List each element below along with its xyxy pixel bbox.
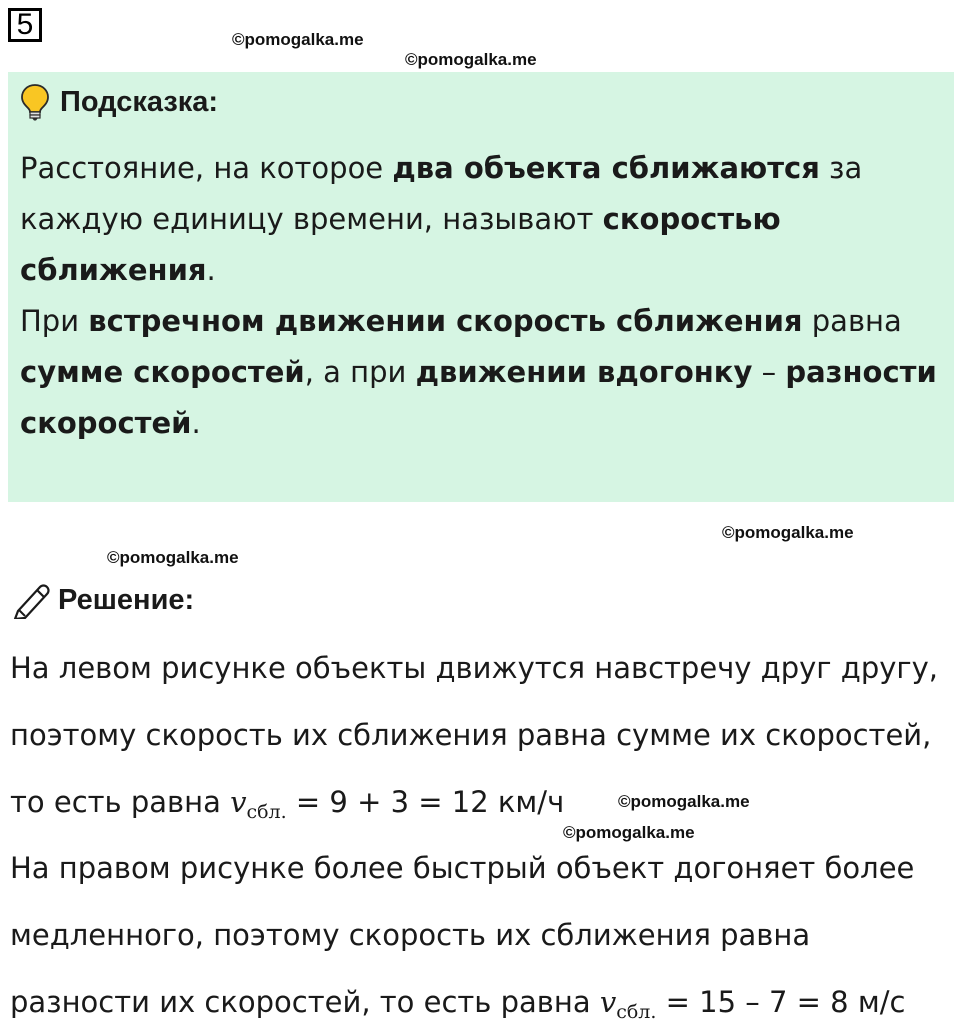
hint-text [20, 143, 940, 449]
hint-paragraph-1: Расстояние, на которое два объекта сближаются за каждую единицу времени, называют скоростью сближения. [20, 151, 863, 287]
watermark: ©pomogalka.me [618, 792, 750, 811]
hint-paragraph-2: При встречном движении скорость сближения равна сумме скоростей, а при движении вдогонку – разности скоростей. [20, 304, 937, 440]
velocity-subscript: сбл. [246, 801, 287, 823]
lightbulb-icon [20, 83, 50, 121]
velocity-subscript: сбл. [616, 1001, 657, 1023]
watermark: ©pomogalka.me [232, 30, 364, 49]
velocity-symbol: v [230, 785, 247, 819]
task-number-badge: 5 [8, 8, 42, 42]
watermark: ©pomogalka.me [563, 823, 695, 842]
solution-title [10, 580, 194, 620]
watermark: ©pomogalka.me [405, 50, 537, 69]
solution-line: поэтому скорость их сближения равна сумме их скоростей, [10, 718, 932, 752]
pencil-icon [10, 581, 52, 619]
solution-line: На левом рисунке объекты движутся навстречу друг другу, [10, 651, 938, 685]
velocity-symbol: v [599, 985, 617, 1019]
watermark: ©pomogalka.me [107, 548, 239, 567]
hint-title-text: Подсказка: [60, 85, 219, 118]
hint-title [20, 82, 218, 122]
solution-line: разности их скоростей, то есть равна $v_{сбл.} = 15 - 7 = 8$ м/с [10, 985, 906, 1023]
solution-line: медленного, поэтому скорость их сближения равна [10, 918, 811, 952]
solution-title-text: Решение: [58, 583, 195, 616]
solution-line: На правом рисунке более быстрый объект догоняет более [10, 851, 915, 885]
watermark: ©pomogalka.me [722, 523, 854, 542]
solution-line: то есть равна $v_{сбл.} = 9 + 3 = 12$ км/ч [10, 785, 565, 823]
